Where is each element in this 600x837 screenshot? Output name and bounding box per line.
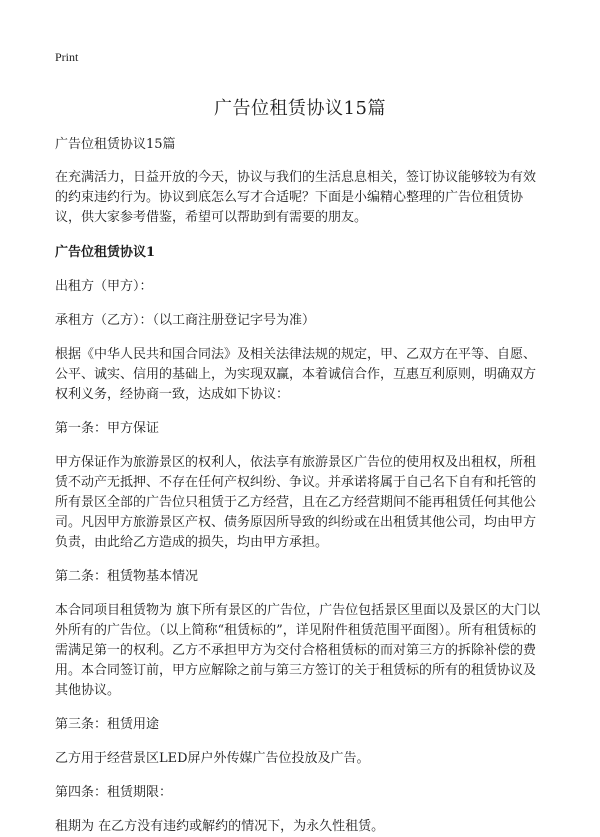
article-2-title: 第二条：租赁物基本情况 (55, 569, 199, 584)
article-4-body: 租期为 在乙方没有违约或解约的情况下，为永久性租赁。 (55, 819, 385, 834)
article-2-body: 本合同项目租赁物为 旗下所有景区的广告位，广告位包括景区里面以及景区的大门以外所有的广告位。（以上简称“租赁标的”，详见附件租赁范围平面图）。所有租赁标的需满足第一的权利。乙方不承担甲方为交付合格租赁标的而对第三方的拆除补偿的费用。本合同签订前，甲方应解除之前与第三方签订的关于租赁标的所有的租赁协议及其他协议。 (55, 603, 541, 698)
lessee-line: 承租方（乙方）：（以工商注册登记字号为准） (55, 313, 316, 328)
document-title: 广告位租赁协议15篇 (214, 98, 386, 119)
article-1-body: 甲方保证作为旅游景区的权利人，依法享有旅游景区广告位的使用权及出租权，所租赁不动产无抵押、不存在任何产权纠纷、争议。并承诺将属于自己名下自有和托管的所有景区全部的广告位只租赁于乙方经营，且在乙方经营期间不能再租赁任何其他公司。凡因甲方旅游景区产权、债务原因所导致的纠纷或在出租赁其他公司，均由甲方负责，由此给乙方造成的损失，均由甲方承担。 (55, 455, 537, 550)
article-4-title: 第四条：租赁期限： (55, 785, 173, 800)
intro-paragraph: 在充满活力，日益开放的今天，协议与我们的生活息息相关，签订协议能够较为有效的约束违约行为。协议到底怎么写才合适呢？下面是小编精心整理的广告位租赁协议，供大家参考借鉴，希望可以帮助到有需要的朋友。 (55, 170, 537, 225)
article-1-title: 第一条：甲方保证 (55, 421, 160, 436)
article-3-body: 乙方用于经营景区LED屏户外传媒广告位投放及广告。 (55, 751, 370, 766)
print-link[interactable]: Print (55, 50, 79, 64)
document-subtitle: 广告位租赁协议15篇 (55, 137, 176, 152)
lessor-line: 出租方（甲方）： (55, 279, 153, 294)
article-3-title: 第三条：租赁用途 (55, 717, 160, 732)
preamble-paragraph: 根据《中华人民共和国合同法》及相关法律法规的规定，甲、乙双方在平等、自愿、公平、诚实、信用的基础上，为实现双赢，本着诚信合作，互惠互利原则，明确双方权利义务，经协商一致，达成如下协议： (55, 347, 537, 402)
section-heading: 广告位租赁协议1 (55, 245, 156, 260)
